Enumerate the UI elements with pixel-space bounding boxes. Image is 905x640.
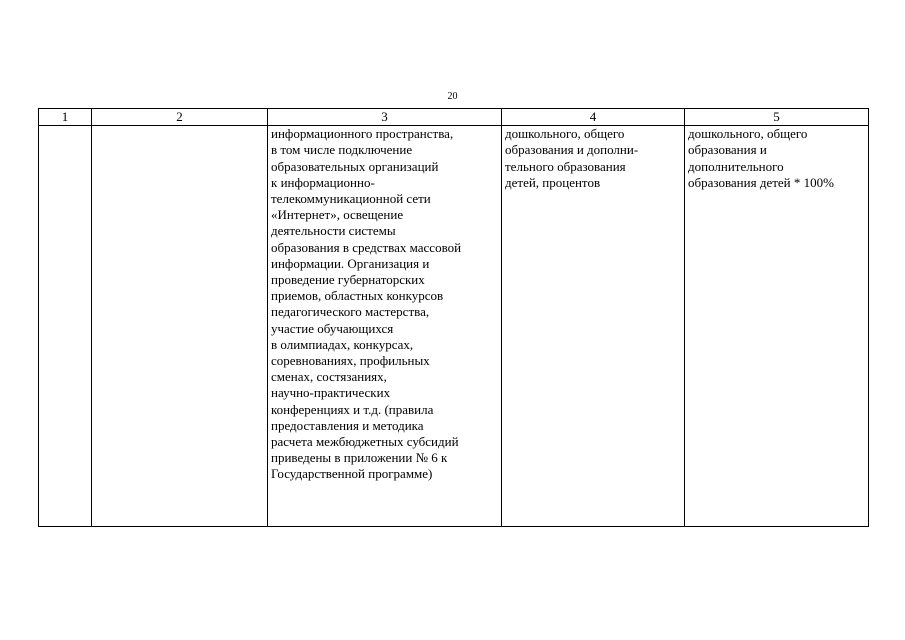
document-table <box>38 108 869 527</box>
page-number: 20 <box>447 91 458 102</box>
table-row <box>39 126 869 527</box>
column-header-1: 1 <box>39 109 92 126</box>
cell-col-1 <box>39 126 92 527</box>
cell-col-3-text: информационного пространства, в том числе подключение образовательных организаций к информационно- телекоммуникационной сети «Интернет», освещение деятельности системы образования в средствах массовой информации. Организация и проведение губернаторских приемов, областных конкурсов педагогического мастерства, участие обучающихся в олимпиадах, конкурсах, соревнованиях, профильных сменах, состязаниях, научно-практических конференциях и т.д. (правила предоставления и методика расчета межбюджетных субсидий приведены в приложении № 6 к Государственной программе) <box>271 126 462 482</box>
column-header-3: 3 <box>268 109 502 126</box>
cell-col-5 <box>685 126 869 527</box>
cell-col-2 <box>92 126 268 527</box>
column-header-5: 5 <box>685 109 869 126</box>
column-header-2: 2 <box>92 109 268 126</box>
cell-col-4 <box>502 126 685 527</box>
column-header-4: 4 <box>502 109 685 126</box>
cell-col-4-text: дошкольного, общего образования и дополни- тельного образования детей, процентов <box>505 126 639 190</box>
table-header-row <box>39 109 869 126</box>
cell-col-5-text: дошкольного, общего образования и дополнительного образования детей * 100% <box>688 126 834 190</box>
cell-col-3 <box>268 126 502 527</box>
